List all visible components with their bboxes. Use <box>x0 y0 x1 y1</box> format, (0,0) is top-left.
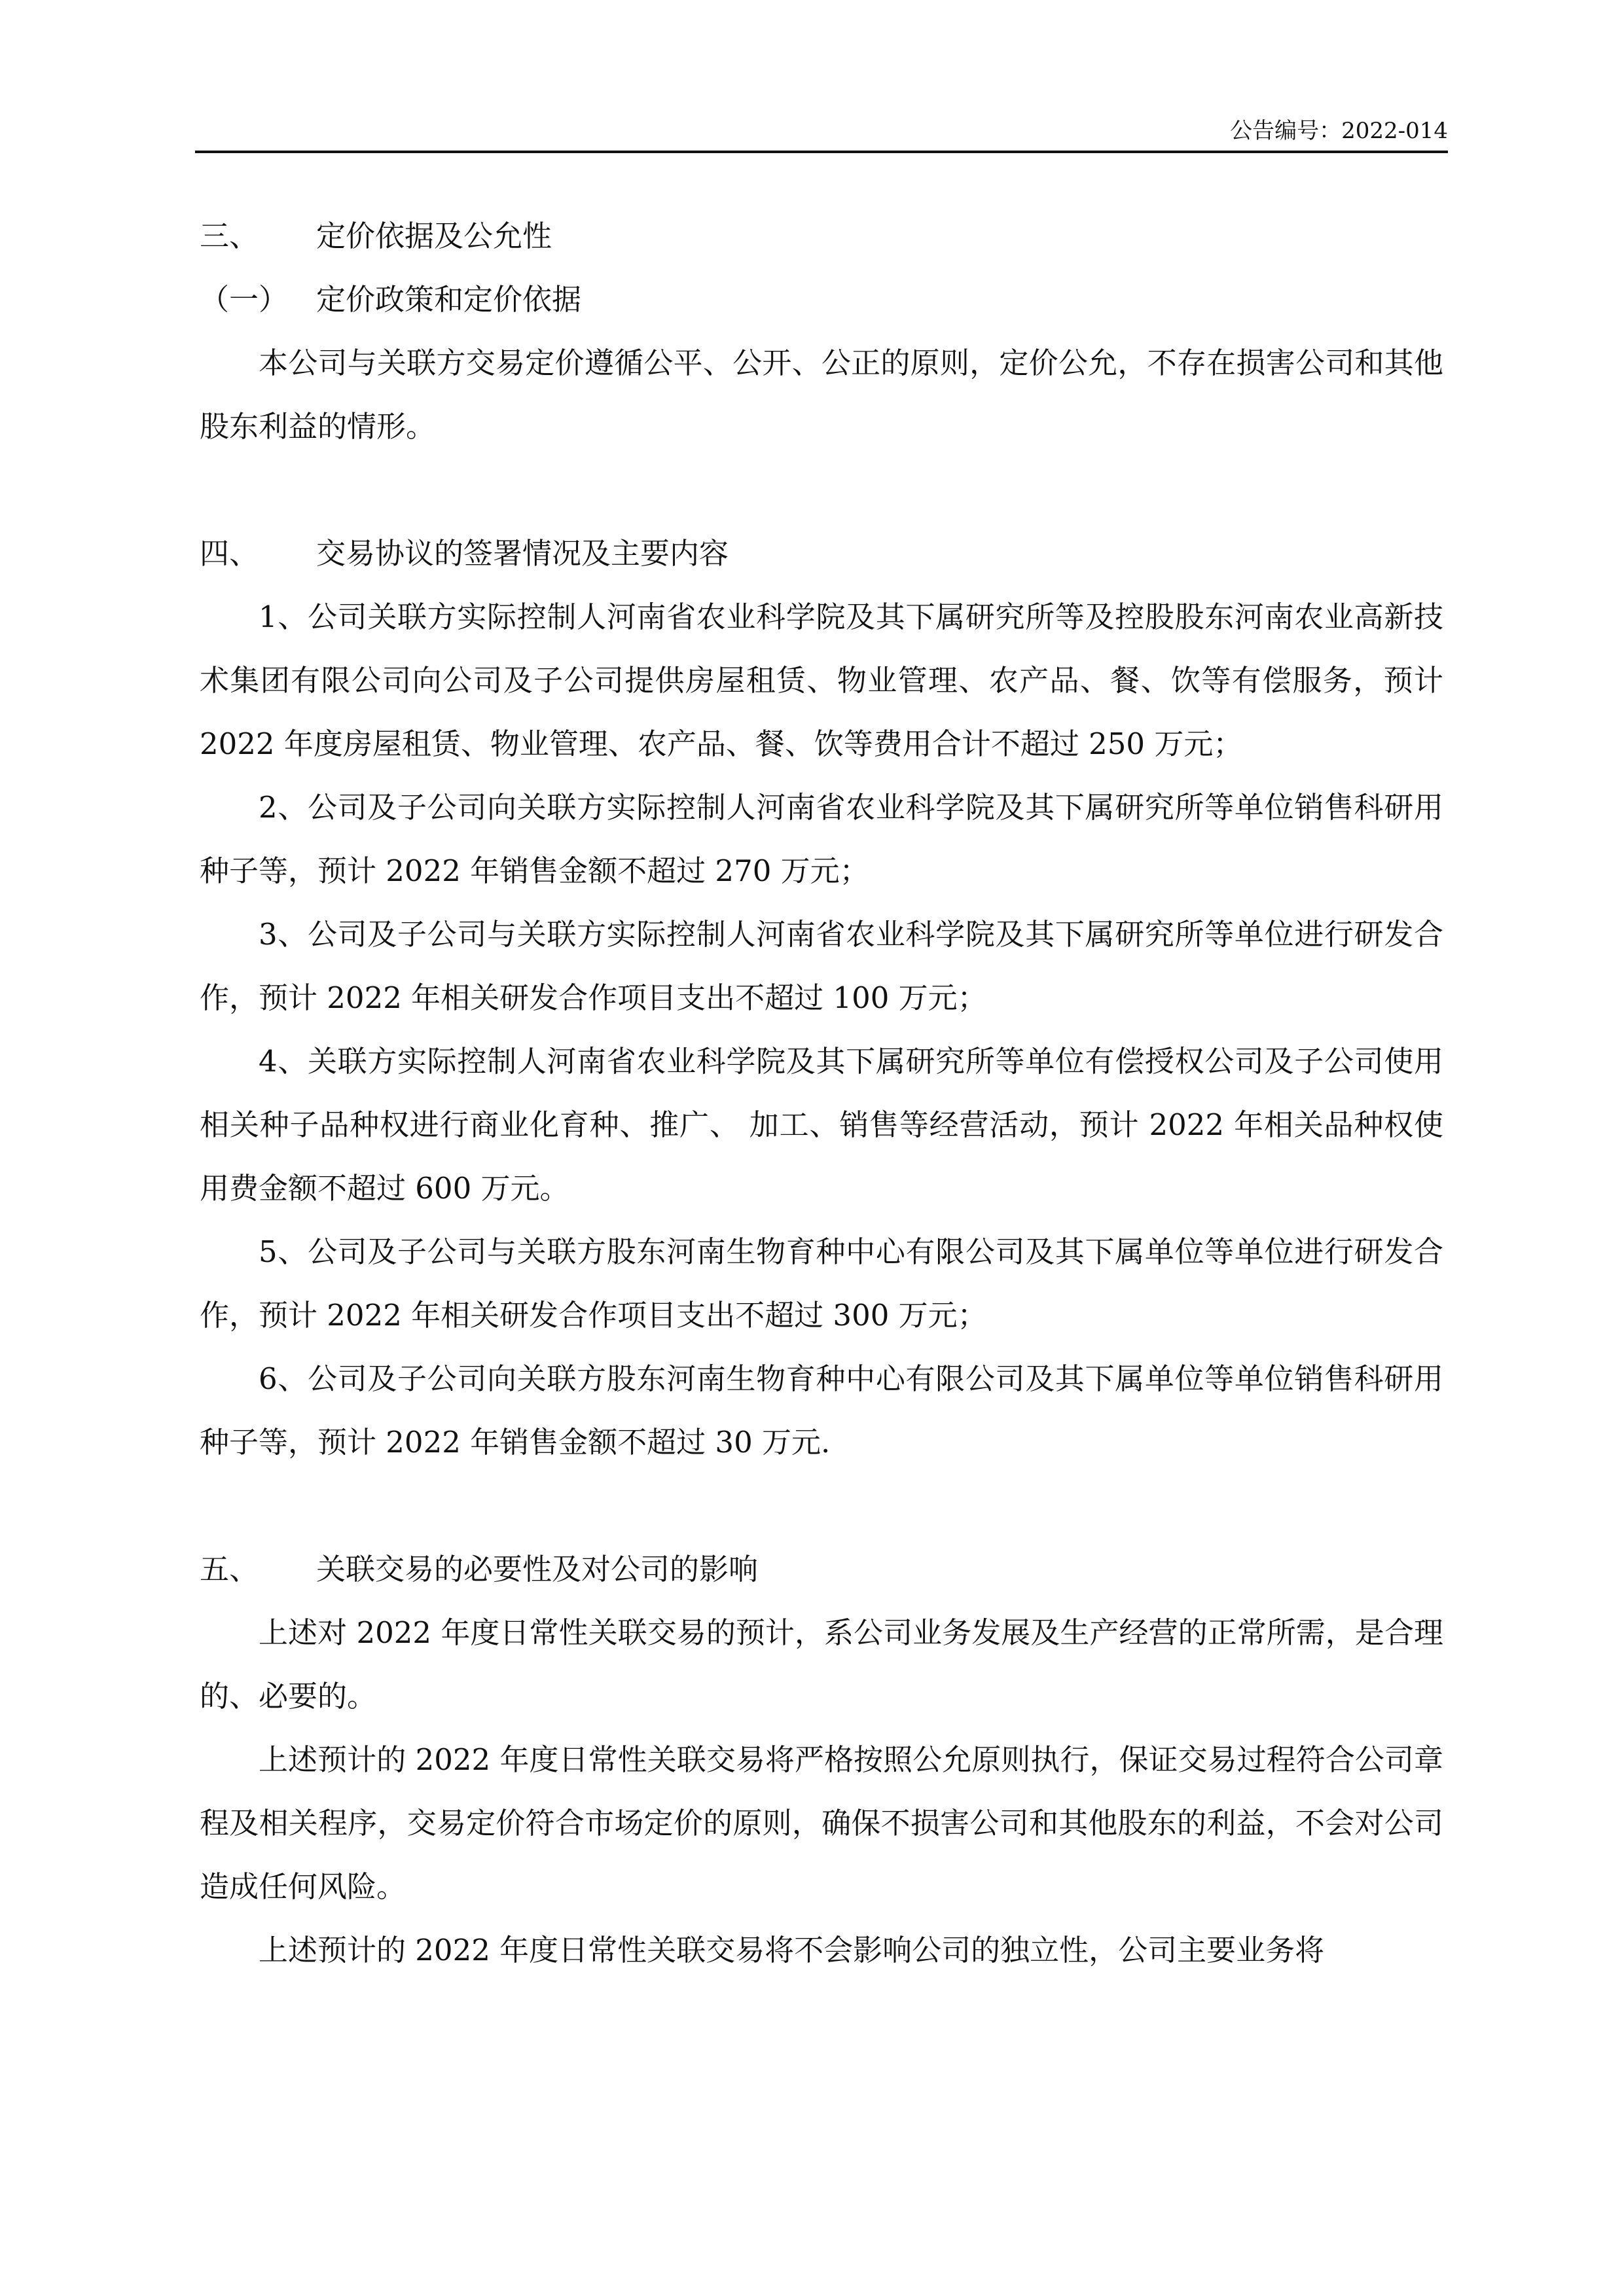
announcement-number: 公告编号：2022-014 <box>1230 118 1448 144</box>
section-3-number: 三、 <box>200 219 259 253</box>
section-5-paragraph-3: 上述预计的 2022 年度日常性关联交易将不会影响公司的独立性，公司主要业务将 <box>259 1933 1325 1967</box>
section-3-sub-number: （一） <box>200 282 289 317</box>
section-3-sub-title: 定价政策和定价依据 <box>316 282 582 317</box>
section-3-paragraph: 本公司与关联方交易定价遵循公平、公开、公正的原则，定价公允，不存在损害公司和其他股东利益的情形。 <box>200 346 1443 444</box>
section-4-item-5: 5、公司及子公司与关联方股东河南生物育种中心有限公司及其下属单位等单位进行研发合作，预计 2022 年相关研发合作项目支出不超过 300 万元； <box>200 1234 1443 1333</box>
section-4-item-1: 1、公司关联方实际控制人河南省农业科学院及其下属研究所等及控股股东河南农业高新技术集团有限公司向公司及子公司提供房屋租赁、物业管理、农产品、餐、饮等有偿服务，预计 2022 年度房屋租赁、物业管理、农产品、餐、饮等费用合计不超过 250 万元； <box>200 600 1443 761</box>
section-3-heading <box>200 204 1443 268</box>
section-5-heading <box>200 1537 1443 1601</box>
section-4-item-2: 2、公司及子公司向关联方实际控制人河南省农业科学院及其下属研究所等单位销售科研用种子等，预计 2022 年销售金额不超过 270 万元； <box>200 790 1443 888</box>
section-4-item-3: 3、公司及子公司与关联方实际控制人河南省农业科学院及其下属研究所等单位进行研发合作，预计 2022 年相关研发合作项目支出不超过 100 万元； <box>200 917 1443 1015</box>
section-4-heading <box>200 522 1443 585</box>
document-body <box>200 204 1443 1982</box>
section-4-title: 交易协议的签署情况及主要内容 <box>316 536 729 571</box>
section-4-item-4: 4、关联方实际控制人河南省农业科学院及其下属研究所等单位有偿授权公司及子公司使用相关种子品种权进行商业化育种、推广、 加工、销售等经营活动，预计 2022 年相关品种权使用费金额不超过 600 万元。 <box>200 1044 1443 1206</box>
section-4-item-6: 6、公司及子公司向关联方股东河南生物育种中心有限公司及其下属单位等单位销售科研用种子等，预计 2022 年销售金额不超过 30 万元. <box>200 1361 1443 1460</box>
section-5-paragraph-1: 上述对 2022 年度日常性关联交易的预计，系公司业务发展及生产经营的正常所需，是合理的、必要的。 <box>200 1615 1443 1713</box>
section-5-title: 关联交易的必要性及对公司的影响 <box>316 1552 759 1587</box>
section-5-paragraph-2: 上述预计的 2022 年度日常性关联交易将严格按照公允原则执行，保证交易过程符合公司章程及相关程序，交易定价符合市场定价的原则，确保不损害公司和其他股东的利益，不会对公司造成任何风险。 <box>200 1742 1443 1904</box>
section-spacer <box>200 1474 1443 1537</box>
section-spacer <box>200 458 1443 522</box>
section-3-title: 定价依据及公允性 <box>316 219 552 253</box>
section-3-subheading <box>200 268 1443 331</box>
section-4-number: 四、 <box>200 536 259 571</box>
section-5-number: 五、 <box>200 1552 259 1587</box>
header-divider <box>195 151 1448 153</box>
